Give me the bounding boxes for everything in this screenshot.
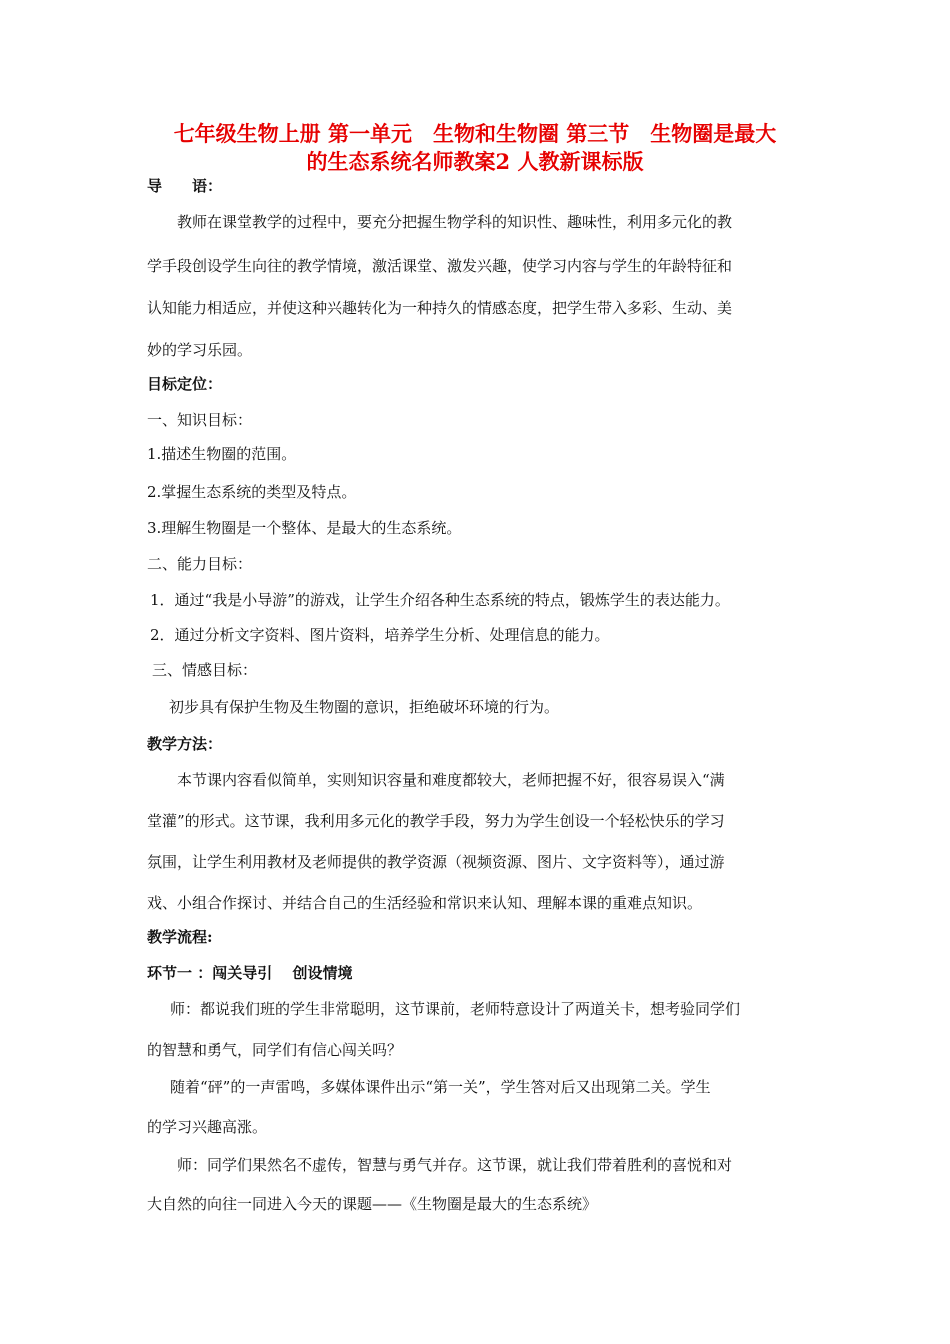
paragraph-2-line-1: 随着“砰”的一声雷鸣，多媒体课件出示“第一关”，学生答对后又出现第二关。学生 xyxy=(170,1078,711,1096)
section-heading-liucheng: 教学流程: xyxy=(147,928,213,946)
daoyu-line-2: 学手段创设学生向往的教学情境，激活课堂、激发兴趣，使学习内容与学生的年龄特征和 xyxy=(147,257,733,275)
document-title-line-2: 的生态系统名师教案2 人教新课标版 xyxy=(306,149,644,174)
fangfa-line-2: 堂灌”的形式。这节课，我利用多元化的教学手段，努力为学生创设一个轻松快乐的学习 xyxy=(147,812,725,830)
subheading-qinggan: 三、情感目标： xyxy=(152,661,258,679)
paragraph-1-line-2: 的智慧和勇气，同学们有信心闯关吗？ xyxy=(147,1041,403,1059)
section-heading-mubiao: 目标定位： xyxy=(147,375,223,393)
daoyu-line-1: 教师在课堂教学的过程中，要充分把握生物学科的知识性、趣味性，利用多元化的教 xyxy=(177,213,733,231)
fangfa-line-1: 本节课内容看似简单，实则知识容量和难度都较大，老师把握不好，很容易误入“满 xyxy=(177,771,725,789)
subheading-nengli: 二、能力目标： xyxy=(147,555,253,573)
nengli-item-2: 2．通过分析文字资料、图片资料，培养学生分析、处理信息的能力。 xyxy=(150,626,610,644)
fangfa-line-4: 戏、小组合作探讨、并结合自己的生活经验和常识来认知、理解本课的重难点知识。 xyxy=(147,894,703,912)
paragraph-3-line-1: 师：同学们果然名不虚传，智慧与勇气并存。这节课，就让我们带着胜利的喜悦和对 xyxy=(177,1156,733,1174)
daoyu-line-3: 认知能力相适应，并使这种兴趣转化为一种持久的情感态度，把学生带入多彩、生动、美 xyxy=(147,299,733,317)
subheading-zhishi: 一、知识目标： xyxy=(147,411,253,429)
zhishi-item-3: 3.理解生物圈是一个整体、是最大的生态系统。 xyxy=(147,519,462,537)
section-heading-huanjie-1: 环节一 ：闯关导引 创设情境 xyxy=(147,964,353,982)
zhishi-item-1: 1.描述生物圈的范围。 xyxy=(147,445,297,463)
section-heading-fangfa: 教学方法： xyxy=(147,735,223,753)
daoyu-line-4: 妙的学习乐园。 xyxy=(147,341,253,359)
document-title-line-1: 七年级生物上册 第一单元 生物和生物圈 第三节 生物圈是最大 xyxy=(173,121,777,146)
qinggan-text: 初步具有保护生物及生物圈的意识，拒绝破坏环境的行为。 xyxy=(169,698,560,716)
paragraph-3-line-2: 大自然的向往一同进入今天的课题——《生物圈是最大的生态系统》 xyxy=(147,1195,598,1213)
paragraph-1-line-1: 师：都说我们班的学生非常聪明，这节课前，老师特意设计了两道关卡，想考验同学们 xyxy=(170,1000,741,1018)
nengli-item-1: 1．通过“我是小导游”的游戏，让学生介绍各种生态系统的特点，锻炼学生的表达能力。 xyxy=(150,591,730,609)
zhishi-item-2: 2.掌握生态系统的类型及特点。 xyxy=(147,483,357,501)
paragraph-2-line-2: 的学习兴趣高涨。 xyxy=(147,1118,268,1136)
section-heading-daoyu: 导 语： xyxy=(147,177,223,195)
fangfa-line-3: 氛围，让学生利用教材及老师提供的教学资源（视频资源、图片、文字资料等），通过游 xyxy=(147,853,725,871)
